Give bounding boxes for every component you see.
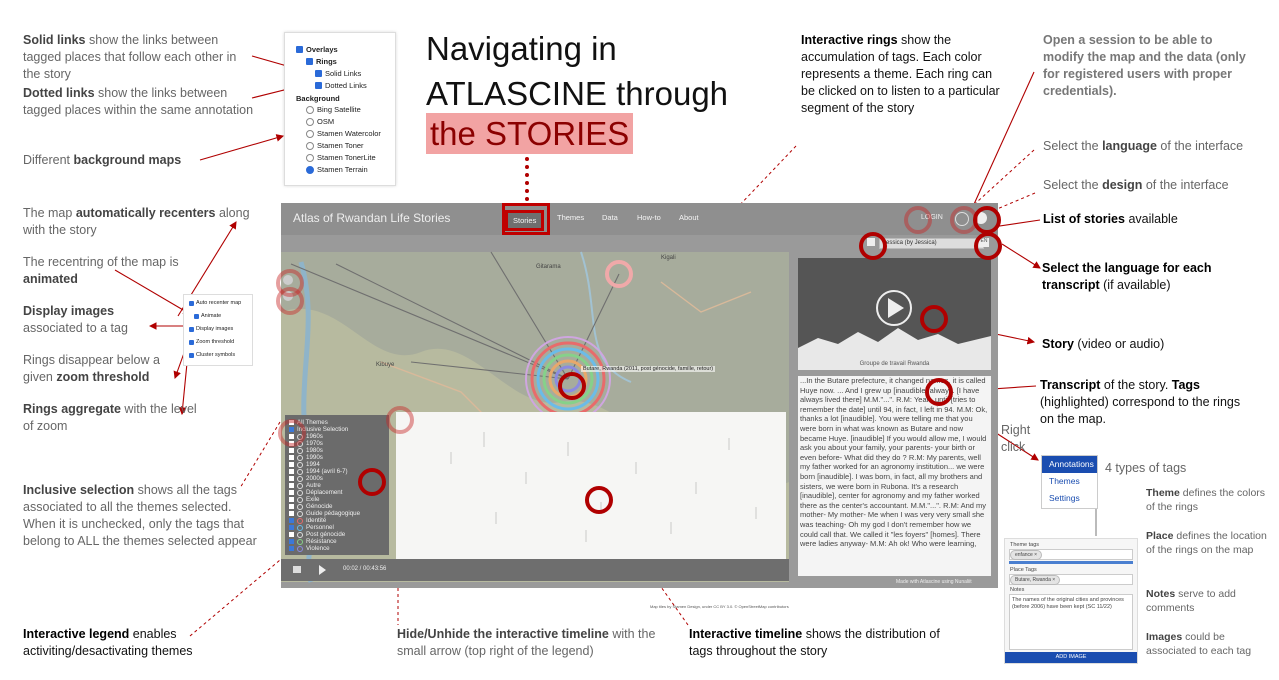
map-label-kibuye: Kibuye — [376, 362, 395, 368]
place-tags-field[interactable] — [1009, 574, 1133, 585]
nav-themes[interactable]: Themes — [557, 213, 585, 222]
map-label-gitarama: Gitarama — [536, 264, 561, 270]
callout-ring-transcript — [925, 378, 953, 406]
cluster-symbols-toggle[interactable]: Cluster symbols — [189, 352, 235, 358]
annotation-hide-timeline: Hide/Unhide the interactive timeline with the small arrow (top right of the legend) — [397, 627, 656, 658]
legend-item[interactable]: 1970s — [289, 440, 323, 447]
annotation-list-stories: List of stories available — [1043, 212, 1178, 226]
notes-field[interactable]: The names of the original cities and provinces (before 2006) have been kept (SC 11/22) — [1009, 594, 1133, 650]
timecode: 00:02 / 00:43:56 — [343, 566, 387, 572]
tag-type-place: Place defines the location of the rings on the map — [1146, 530, 1267, 556]
tag-type-images: Images could be associated to each tag — [1146, 631, 1252, 657]
callout-ring-hide-timeline — [386, 406, 414, 434]
interactive-timeline[interactable] — [396, 412, 786, 560]
nav-howto[interactable]: How-to — [637, 213, 661, 222]
play-icon[interactable] — [319, 565, 326, 575]
annotation-inclusive: Inclusive selection shows all the tags associated to all the themes selected. When it is unchecked, only the tags that belong to ALL the themes selected appear — [23, 483, 257, 548]
video-caption: Groupe de travail Rwanda — [798, 358, 991, 370]
arrow-transcript-lang — [1002, 244, 1040, 268]
callout-ring-legend — [358, 468, 386, 496]
legend-item[interactable]: 1980s — [289, 447, 323, 454]
tag-type-notes: Notes serve to add comments — [1146, 588, 1236, 614]
display-images-toggle[interactable]: Display images — [189, 326, 233, 332]
callout-ring-login — [904, 206, 932, 234]
map-label-kigali: Kigali — [661, 255, 676, 261]
made-with: Made with Atlascine using Nunaliit — [896, 579, 972, 585]
dotted-links-toggle[interactable]: Dotted Links — [315, 81, 367, 90]
navbar — [281, 203, 998, 235]
annotation-four-types: 4 types of tags — [1105, 461, 1187, 475]
theme-tag-pill[interactable]: enfance × — [1010, 550, 1042, 560]
legend-item[interactable]: 1960s — [289, 433, 323, 440]
bg-tonerlite[interactable]: Stamen TonerLite — [306, 153, 376, 162]
rings-toggle[interactable]: Rings — [306, 57, 337, 66]
page-title: Navigating in ATLASCINE through — [426, 30, 729, 112]
annotation-transcript-language: Select the language for each transcript (if available) — [1042, 261, 1212, 292]
solid-links-toggle[interactable]: Solid Links — [315, 69, 361, 78]
callout-ring-design — [973, 206, 1001, 234]
callout-ring-story — [920, 305, 948, 333]
legend-item[interactable]: Violence — [289, 545, 330, 552]
map-popup: Butare, Rwanda (2011, post génocide, famille, retour) — [583, 366, 714, 372]
timeline-ticks — [396, 412, 786, 560]
legend-item[interactable]: 1990s — [289, 454, 323, 461]
transcript-language-button[interactable]: EN — [979, 238, 989, 247]
legend-item[interactable]: Exile — [289, 496, 319, 503]
bg-toner[interactable]: Stamen Toner — [306, 141, 364, 150]
context-menu — [1041, 455, 1098, 509]
map-attribution: Map tiles by Stamen Design, under CC BY 3.0. © OpenStreetMap contributors — [650, 604, 789, 609]
legend-item[interactable]: 2000s — [289, 475, 323, 482]
place-tag-pill[interactable]: Butare, Rwanda × — [1010, 575, 1060, 585]
overlays-toggle[interactable]: Overlays — [296, 45, 338, 54]
legend-item[interactable]: 1994 (avril 6-7) — [289, 468, 348, 475]
add-image-button[interactable]: ADD IMAGE — [1005, 652, 1137, 663]
annotation-transcript: Transcript of the story. Tags (highlighted) correspond to the rings on the map. — [1040, 378, 1241, 426]
annotation-story: Story (video or audio) — [1042, 337, 1165, 351]
annotation-animated: The recentring of the map is animated — [23, 255, 179, 286]
dotted-connector — [525, 157, 533, 201]
zoom-threshold-toggle[interactable]: Zoom threshold — [189, 339, 234, 345]
legend-item[interactable]: Post génocide — [289, 531, 345, 538]
bg-bing[interactable]: Bing Satellite — [306, 105, 361, 114]
annotation-timeline: Interactive timeline shows the distribution of tags throughout the story — [689, 627, 940, 658]
legend-item[interactable]: Guide pédagogique — [289, 510, 360, 517]
context-menu-annotations[interactable]: Annotations — [1042, 456, 1097, 473]
annotation-legend: Interactive legend enables activiting/desactivating themes — [23, 627, 193, 658]
legend-item[interactable]: Identité — [289, 517, 326, 524]
annotation-zoom-threshold: Rings disappear below a given zoom threshold — [23, 353, 160, 384]
place-tags-label: Place Tags — [1010, 567, 1037, 573]
context-menu-settings[interactable]: Settings — [1049, 493, 1080, 503]
transcript[interactable]: ...In the Butare prefecture, it changed names, it is called Huye now. ... And I grew up [inaudible] always. [I have always lived there] M.M."...". R.M: Yeah, until [tries to remember the date] until 94, in fact, I left in 94. M.M: Ok, thanks a lot [inaudible]. You were telling me that you were born in what was known as Butare and now became Huye. [inaudible] If you would allow me, I would ask you about your family, your parents- your birth or even before- What did they do ? R.M: My parents, well my father worked for an agronomy institution... we were born [inaudible]. I was born, in fact, all my brothers and sisters, we were born in Rubona. It's a research [inaudible], center for agronomy and my father worked there as the center's accountant. M.M."...". R.M: And my mother- My mother- Me when I was very very small she was teaching- Oh my god I don't remember how we could call that. We called it "les foyers" [homes]. There were ladies anyway- M.M: Ah ok! Who were learning, — [798, 376, 991, 576]
legend-item[interactable]: Génocide — [289, 503, 333, 510]
story-video[interactable] — [798, 258, 991, 358]
legend-item[interactable]: Autre — [289, 482, 321, 489]
notes-label: Notes — [1010, 587, 1025, 593]
callout-ring-map — [558, 372, 586, 400]
annotation-rings: Interactive rings show the accumulation of tags. Each color represents a theme. Each ring can be clicked on to listen to a particular segment of the story — [801, 33, 1000, 115]
legend-item[interactable]: Résistance — [289, 538, 337, 545]
bg-osm[interactable]: OSM — [306, 117, 334, 126]
annotation-dotted-links: Dotted links show the links between tagged places within the same annotation — [23, 86, 254, 117]
annotation-background-maps: Different background maps — [23, 153, 182, 167]
login-link[interactable]: LOGIN — [921, 214, 943, 221]
callout-ring-inclusive — [278, 419, 306, 447]
nav-about[interactable]: About — [679, 213, 699, 222]
legend-item[interactable]: 1994 — [289, 461, 320, 468]
theme-tags-field[interactable] — [1009, 549, 1133, 560]
audio-player — [281, 559, 789, 581]
callout-ring-timeline — [585, 486, 613, 514]
callout-ring-list — [859, 232, 887, 260]
bg-watercolor[interactable]: Stamen Watercolor — [306, 129, 381, 138]
layers-panel — [284, 32, 396, 186]
divider — [1009, 561, 1133, 564]
legend-item[interactable]: Personnel — [289, 524, 334, 531]
tag-form — [1004, 538, 1138, 664]
annotation-design: Select the design of the interface — [1043, 178, 1229, 192]
title-highlight: the STORIES — [426, 113, 633, 154]
animate-toggle[interactable]: Animate — [194, 313, 221, 319]
context-menu-themes[interactable]: Themes — [1049, 476, 1080, 486]
auto-recenter-toggle[interactable]: Auto recenter map — [189, 300, 241, 306]
legend-item[interactable]: Déplacement — [289, 489, 342, 496]
tag-type-theme: Theme defines the colors of the rings — [1146, 487, 1266, 513]
callout-ring-zoom2 — [276, 287, 304, 315]
video-thumbnail — [798, 258, 991, 358]
nav-data[interactable]: Data — [602, 213, 618, 222]
app-brand[interactable]: Atlas of Rwandan Life Stories — [293, 211, 451, 225]
annotation-session: Open a session to be able to modify the map and the data (only for registered users with proper credentials). — [1043, 33, 1246, 98]
annotation-aggregate: Rings aggregate with the level of zoom — [23, 402, 197, 433]
map-options-panel — [183, 294, 253, 366]
app-window — [281, 203, 998, 609]
annotation-right-click: Right click — [1001, 423, 1031, 454]
bg-terrain[interactable]: Stamen Terrain — [306, 165, 368, 174]
annotation-language: Select the language of the interface — [1043, 139, 1244, 153]
legend-item[interactable]: Inclusive Selection — [289, 426, 348, 433]
annotation-recenter: The map automatically recenters along with the story — [23, 206, 250, 237]
volume-icon[interactable] — [293, 566, 301, 573]
legend-item[interactable]: All Themes — [289, 419, 328, 426]
callout-ring-transcript-lang — [974, 232, 1002, 260]
story-select[interactable]: Jessica (by Jessica) — [879, 238, 984, 249]
nav-stories[interactable]: Stories — [505, 210, 544, 231]
annotation-solid-links: Solid links show the links between tagged places that follow each other in the story — [23, 33, 237, 81]
stories-highlight-box — [502, 203, 550, 235]
background-heading: Background — [296, 94, 340, 103]
theme-tags-label: Theme tags — [1010, 542, 1040, 548]
annotation-display-images: Display images associated to a tag — [23, 304, 128, 335]
